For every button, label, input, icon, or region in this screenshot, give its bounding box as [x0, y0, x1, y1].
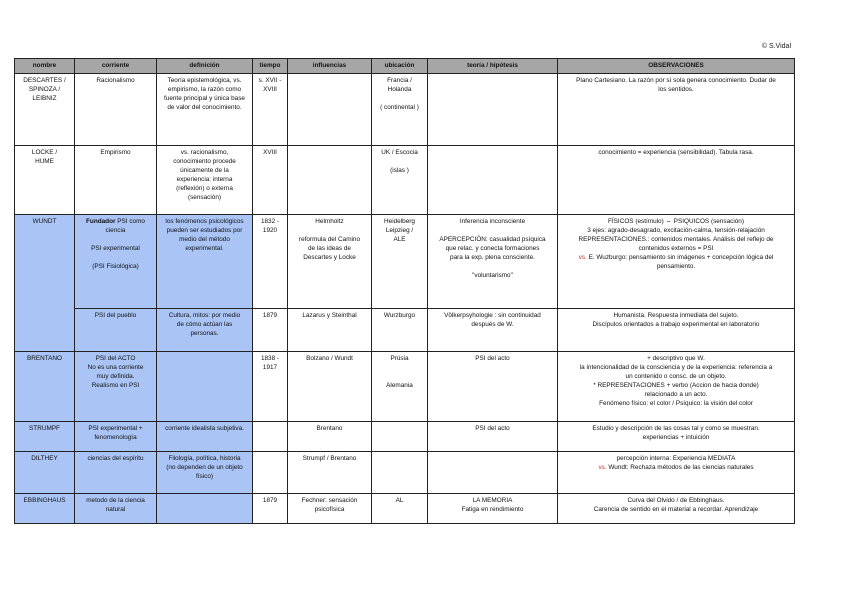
- cell-line: PSI experimental: [91, 245, 140, 252]
- cell-ubicacion: [372, 215, 428, 309]
- cell-line: corriente idealista subjetiva.: [165, 425, 244, 432]
- cell-line: vs. racionalismo,: [180, 149, 229, 156]
- cell-influencias: [288, 215, 372, 309]
- cell-teoria: [428, 215, 558, 309]
- cell-line: UK / Escocia: [381, 149, 418, 156]
- cell-line: Curva del Olvido / de Ebbinghaus.: [627, 497, 725, 504]
- cell-line: Lazarus y Steinthal: [302, 312, 357, 319]
- cell-line: únicamente de la: [180, 167, 229, 174]
- copyright-note: © S.Vidal: [761, 43, 791, 50]
- table-row: [15, 494, 795, 524]
- cell-observaciones: [558, 146, 795, 215]
- cell-ubicacion: [372, 422, 428, 452]
- header-teoria: teoría / hipótesis: [428, 59, 558, 74]
- cell-line: 1879: [262, 312, 278, 319]
- cell-line: Heidelberg: [384, 218, 415, 225]
- cell-line: muy definida.: [96, 373, 135, 380]
- cell-tiempo: [253, 215, 288, 309]
- cell-line: de las ideas de: [308, 245, 351, 252]
- observaciones-tail: [607, 464, 754, 471]
- cell-tiempo: [253, 452, 288, 494]
- cell-observaciones: [558, 74, 795, 146]
- cell-line: LOCKE /: [31, 149, 58, 156]
- cell-corriente: [75, 494, 157, 524]
- cell-corriente: [75, 215, 157, 309]
- cell-tiempo: [253, 352, 288, 422]
- cell-observaciones: [558, 422, 795, 452]
- cell-teoria: [428, 494, 558, 524]
- cell-influencias: [288, 452, 372, 494]
- cell-line: "voluntarismo": [472, 272, 513, 279]
- cell-line: Plano Cartesiano. La razón por sí sola genera conocimiento. Dudar de: [576, 77, 776, 84]
- cell-line: XVIII: [263, 149, 277, 156]
- cell-line: FÍSICOS (estímulo) ⇔ PSIQUICOS (sensación): [607, 218, 744, 225]
- cell-line: Völkerpsyhologie : sin continuidad: [444, 312, 541, 319]
- cell-line: Fatiga en rendimiento: [461, 506, 524, 513]
- cell-line: los fenómenos psicológicos: [165, 218, 244, 225]
- vs-marker: vs.: [578, 254, 587, 261]
- cell-line: Cultura, mitos: por medio: [168, 312, 241, 319]
- cell-line: STRUMPF: [29, 425, 60, 432]
- cell-line: 1838 -: [260, 355, 280, 362]
- cell-ubicacion: [372, 494, 428, 524]
- cell-definicion: [157, 146, 253, 215]
- cell-definicion: [157, 352, 253, 422]
- cell-line: ( continental ): [380, 104, 419, 111]
- cell-line: BRENTANO: [26, 355, 63, 362]
- cell-influencias: [288, 422, 372, 452]
- cell-definicion: [157, 422, 253, 452]
- header-definicion: definición: [157, 59, 253, 74]
- observaciones-lines: [561, 217, 791, 253]
- cell-line: (sensación): [187, 194, 222, 201]
- cell-line: XVIII: [263, 86, 277, 93]
- cell-tiempo: [253, 309, 288, 352]
- cell-ubicacion: [372, 146, 428, 215]
- cell-definicion: [157, 309, 253, 352]
- cell-corriente: [75, 452, 157, 494]
- cell-line: de cómo actúan las: [176, 321, 233, 328]
- cell-line: SPINOZA /: [28, 86, 61, 93]
- cell-definicion: [157, 494, 253, 524]
- header-nombre: nombre: [15, 59, 75, 74]
- cell-line: Bolzano / Wundt: [306, 355, 353, 362]
- cell-line: [375, 363, 424, 372]
- cell-line: reformula del Camino: [298, 236, 361, 243]
- cell-definicion: [157, 452, 253, 494]
- cell-line: medio del método: [179, 236, 230, 243]
- table-row: [15, 452, 795, 494]
- cell-line: Teoría epistemológica, vs.: [167, 77, 242, 84]
- cell-line: E. Wuzburgo: pensamiento sin imágenes + concepción lógica del: [586, 254, 774, 261]
- cell-line: Strumpf / Brentano: [302, 455, 357, 462]
- cell-line: [431, 226, 554, 235]
- cell-line: [431, 262, 554, 271]
- cell-line: PSI experimental +: [88, 425, 143, 432]
- cell-line: para la exp. plena consciente.: [450, 254, 535, 261]
- cell-ubicacion: [372, 352, 428, 422]
- cell-ubicacion: [372, 452, 428, 494]
- header-observaciones: OBSERVACIONES: [558, 59, 795, 74]
- cell-teoria: [428, 352, 558, 422]
- header-corriente: corriente: [75, 59, 157, 74]
- cell-line: REPRESENTACIONES.: contenidos mentales. Análisis del reflejo de: [578, 236, 774, 243]
- cell-line: que relac. y conecta formaciones: [445, 245, 540, 252]
- cell-line: PSI del ACTO: [95, 355, 136, 362]
- cell-influencias: [288, 74, 372, 146]
- cell-observaciones: [558, 452, 795, 494]
- vs-marker: vs.: [598, 464, 607, 471]
- cell-tiempo: [253, 146, 288, 215]
- cell-line: [291, 226, 368, 235]
- cell-line: contenidos externos = PSI: [638, 245, 714, 252]
- cell-line: [375, 372, 424, 381]
- cell-line: 1920: [262, 227, 278, 234]
- cell-influencias: [288, 146, 372, 215]
- cell-teoria: [428, 309, 558, 352]
- cell-line: (no dependen de un objeto: [166, 464, 243, 471]
- cell-line: 1832 -: [260, 218, 280, 225]
- table-row: [15, 74, 795, 146]
- cell-line: la intencionalidad de la consciencia y de la experiencia: referencia a: [579, 364, 773, 371]
- cell-line: relacionado a un acto.: [644, 391, 708, 398]
- cell-line: Carencia de sentido en el material a recordar. Aprendizaje: [593, 506, 759, 513]
- cell-line: 1879: [262, 497, 278, 504]
- cell-teoria: [428, 74, 558, 146]
- cell-line: [375, 94, 424, 103]
- cell-teoria: [428, 146, 558, 215]
- cell-line: Humanista. Respuesta inmediata del sujeto.: [613, 312, 739, 319]
- table-row: [15, 146, 795, 215]
- cell-nombre: [15, 146, 75, 215]
- cell-line: Helmholtz: [315, 218, 344, 225]
- cell-line: Prúsia: [390, 355, 409, 362]
- cell-tiempo: [253, 74, 288, 146]
- cell-definicion: [157, 74, 253, 146]
- cell-observaciones: [558, 215, 795, 309]
- cell-corriente: [75, 352, 157, 422]
- cell-line: (PSI Fisiológica): [92, 263, 139, 270]
- cell-line: [78, 235, 153, 244]
- cell-line: ALE: [393, 236, 406, 243]
- cell-line: + descriptivo que W.: [647, 355, 705, 362]
- cell-line: un contenido o consc. de un objeto.: [625, 373, 727, 380]
- cell-nombre: [15, 422, 75, 452]
- cell-line: LEIBNIZ: [32, 95, 57, 102]
- cell-definicion: [157, 215, 253, 309]
- table-row: [15, 352, 795, 422]
- cell-influencias: [288, 309, 372, 352]
- table-row: [15, 215, 795, 309]
- cell-line: Empirismo: [100, 149, 131, 156]
- cell-line: metodo de la ciencia: [86, 497, 145, 504]
- cell-line: DESCARTES /: [23, 77, 66, 84]
- cell-tiempo: [253, 422, 288, 452]
- cell-corriente: [75, 74, 157, 146]
- cell-nombre: [15, 494, 75, 524]
- cell-tiempo: [253, 494, 288, 524]
- cell-nombre: [15, 352, 75, 422]
- cell-line: pensamiento.: [656, 263, 696, 270]
- cell-line: después de W.: [471, 321, 514, 328]
- cell-line: experiencias + intuición: [642, 434, 710, 441]
- cell-line: Fechner: sensación: [301, 497, 358, 504]
- cell-line: natural: [105, 506, 126, 513]
- cell-line: PSI del acto: [475, 425, 510, 432]
- cell-ubicacion: [372, 309, 428, 352]
- cell-line: Fenómeno físico: el color / Psíquico: la visión del color: [599, 400, 753, 407]
- cell-line: HUME: [35, 158, 54, 165]
- cell-influencias: [288, 352, 372, 422]
- cell-line: [375, 157, 424, 166]
- cell-line: conocimiento procede: [173, 158, 236, 165]
- table-row: [15, 309, 795, 352]
- cell-line: físico): [195, 473, 214, 480]
- cell-nombre: [15, 215, 75, 352]
- cell-line: Descartes y Locke: [303, 254, 356, 261]
- cell-line: Filología, política, historia: [168, 455, 241, 462]
- cell-line: 1917: [262, 364, 278, 371]
- cell-line: experimental.: [185, 245, 224, 252]
- cell-line: Holanda: [387, 86, 412, 93]
- cell-line: Francia /: [387, 77, 412, 84]
- cell-line: percepción interna: Experiencia MEDIATA: [616, 455, 736, 462]
- cell-line: No es una corriente: [87, 364, 144, 371]
- cell-line: DILTHEY: [31, 455, 58, 462]
- cell-influencias: [288, 494, 372, 524]
- cell-line: Wurzburgo: [383, 312, 416, 319]
- cell-line: fuente principal y única base: [163, 95, 245, 102]
- philosophy-psychology-table: [14, 58, 795, 524]
- cell-line: PSI del acto: [475, 355, 510, 362]
- cell-line: conocimiento = experiencia (sensibilidad). Tabula rasa.: [598, 149, 754, 156]
- cell-line: [78, 253, 153, 262]
- cell-corriente: [75, 309, 157, 352]
- cell-teoria: [428, 452, 558, 494]
- observaciones-tail: [561, 254, 791, 271]
- cell-line: personas.: [190, 330, 219, 337]
- cell-line: de valor del conocimiento.: [167, 104, 242, 111]
- cell-line: Realismo en PSI: [91, 382, 140, 389]
- cell-line: s. XVII -: [258, 77, 282, 84]
- cell-ubicacion: [372, 74, 428, 146]
- cell-corriente: [75, 422, 157, 452]
- cell-observaciones: [558, 352, 795, 422]
- cell-line: Inferencia inconsciente: [459, 218, 526, 225]
- corriente-lines: [78, 218, 153, 271]
- cell-line: LA MEMORIA: [472, 497, 513, 504]
- cell-line: psicofísica: [314, 506, 345, 513]
- cell-line: los sentidos.: [658, 86, 694, 93]
- cell-line: * REPRESENTACIONES + verbo (Accion de hacia donde): [593, 382, 759, 389]
- cell-line: Alemania: [386, 382, 413, 389]
- cell-line: EBBINGHAUS: [23, 497, 66, 504]
- header-row: [15, 59, 795, 74]
- cell-line: Racionalismo: [96, 77, 135, 84]
- cell-line: ciencia: [105, 227, 126, 234]
- cell-line: empirismo, la razón como: [167, 86, 242, 93]
- header-influencias: influencias: [288, 59, 372, 74]
- corriente-bold-label: Fundador: [86, 218, 116, 225]
- cell-line: Brentano: [316, 425, 343, 432]
- table-row: [15, 422, 795, 452]
- cell-line: Estudio y descripción de las cosas tal y como se muestran.: [592, 425, 760, 432]
- cell-nombre: [15, 452, 75, 494]
- cell-line: (islas ): [390, 167, 409, 174]
- cell-teoria: [428, 422, 558, 452]
- header-ubicacion: ubicación: [372, 59, 428, 74]
- header-tiempo: tiempo: [253, 59, 288, 74]
- cell-line: (reflexión) o externa: [176, 185, 233, 192]
- cell-line: PSI del pueblo: [94, 312, 137, 319]
- cell-line: pueden ser estudiados por: [166, 227, 243, 234]
- cell-nombre: [15, 74, 75, 146]
- cell-line: APERCEPCIÓN: casualidad psíquica: [439, 236, 546, 243]
- cell-line: AL: [395, 497, 404, 504]
- observaciones-lines: [561, 454, 791, 463]
- cell-line: Discípulos orientados a trabajo experimental en laboratorio: [592, 321, 760, 328]
- cell-line: ciencias del espíritu: [87, 455, 144, 462]
- cell-observaciones: [558, 494, 795, 524]
- cell-line: experiencia: interna: [176, 176, 233, 183]
- cell-corriente: [75, 146, 157, 215]
- cell-observaciones: [558, 309, 795, 352]
- cell-line: fenomenología: [94, 434, 137, 441]
- cell-line: Leipzieg /: [385, 227, 414, 234]
- cell-line: 3 ejes: agrado-desagrado, excitación-calma, tensión-relajación: [587, 227, 765, 234]
- cell-line: WUNDT: [32, 218, 57, 225]
- cell-line: Wundt: Rechaza métodos de las ciencias naturales: [606, 464, 754, 471]
- cell-line: PSI como: [115, 218, 145, 225]
